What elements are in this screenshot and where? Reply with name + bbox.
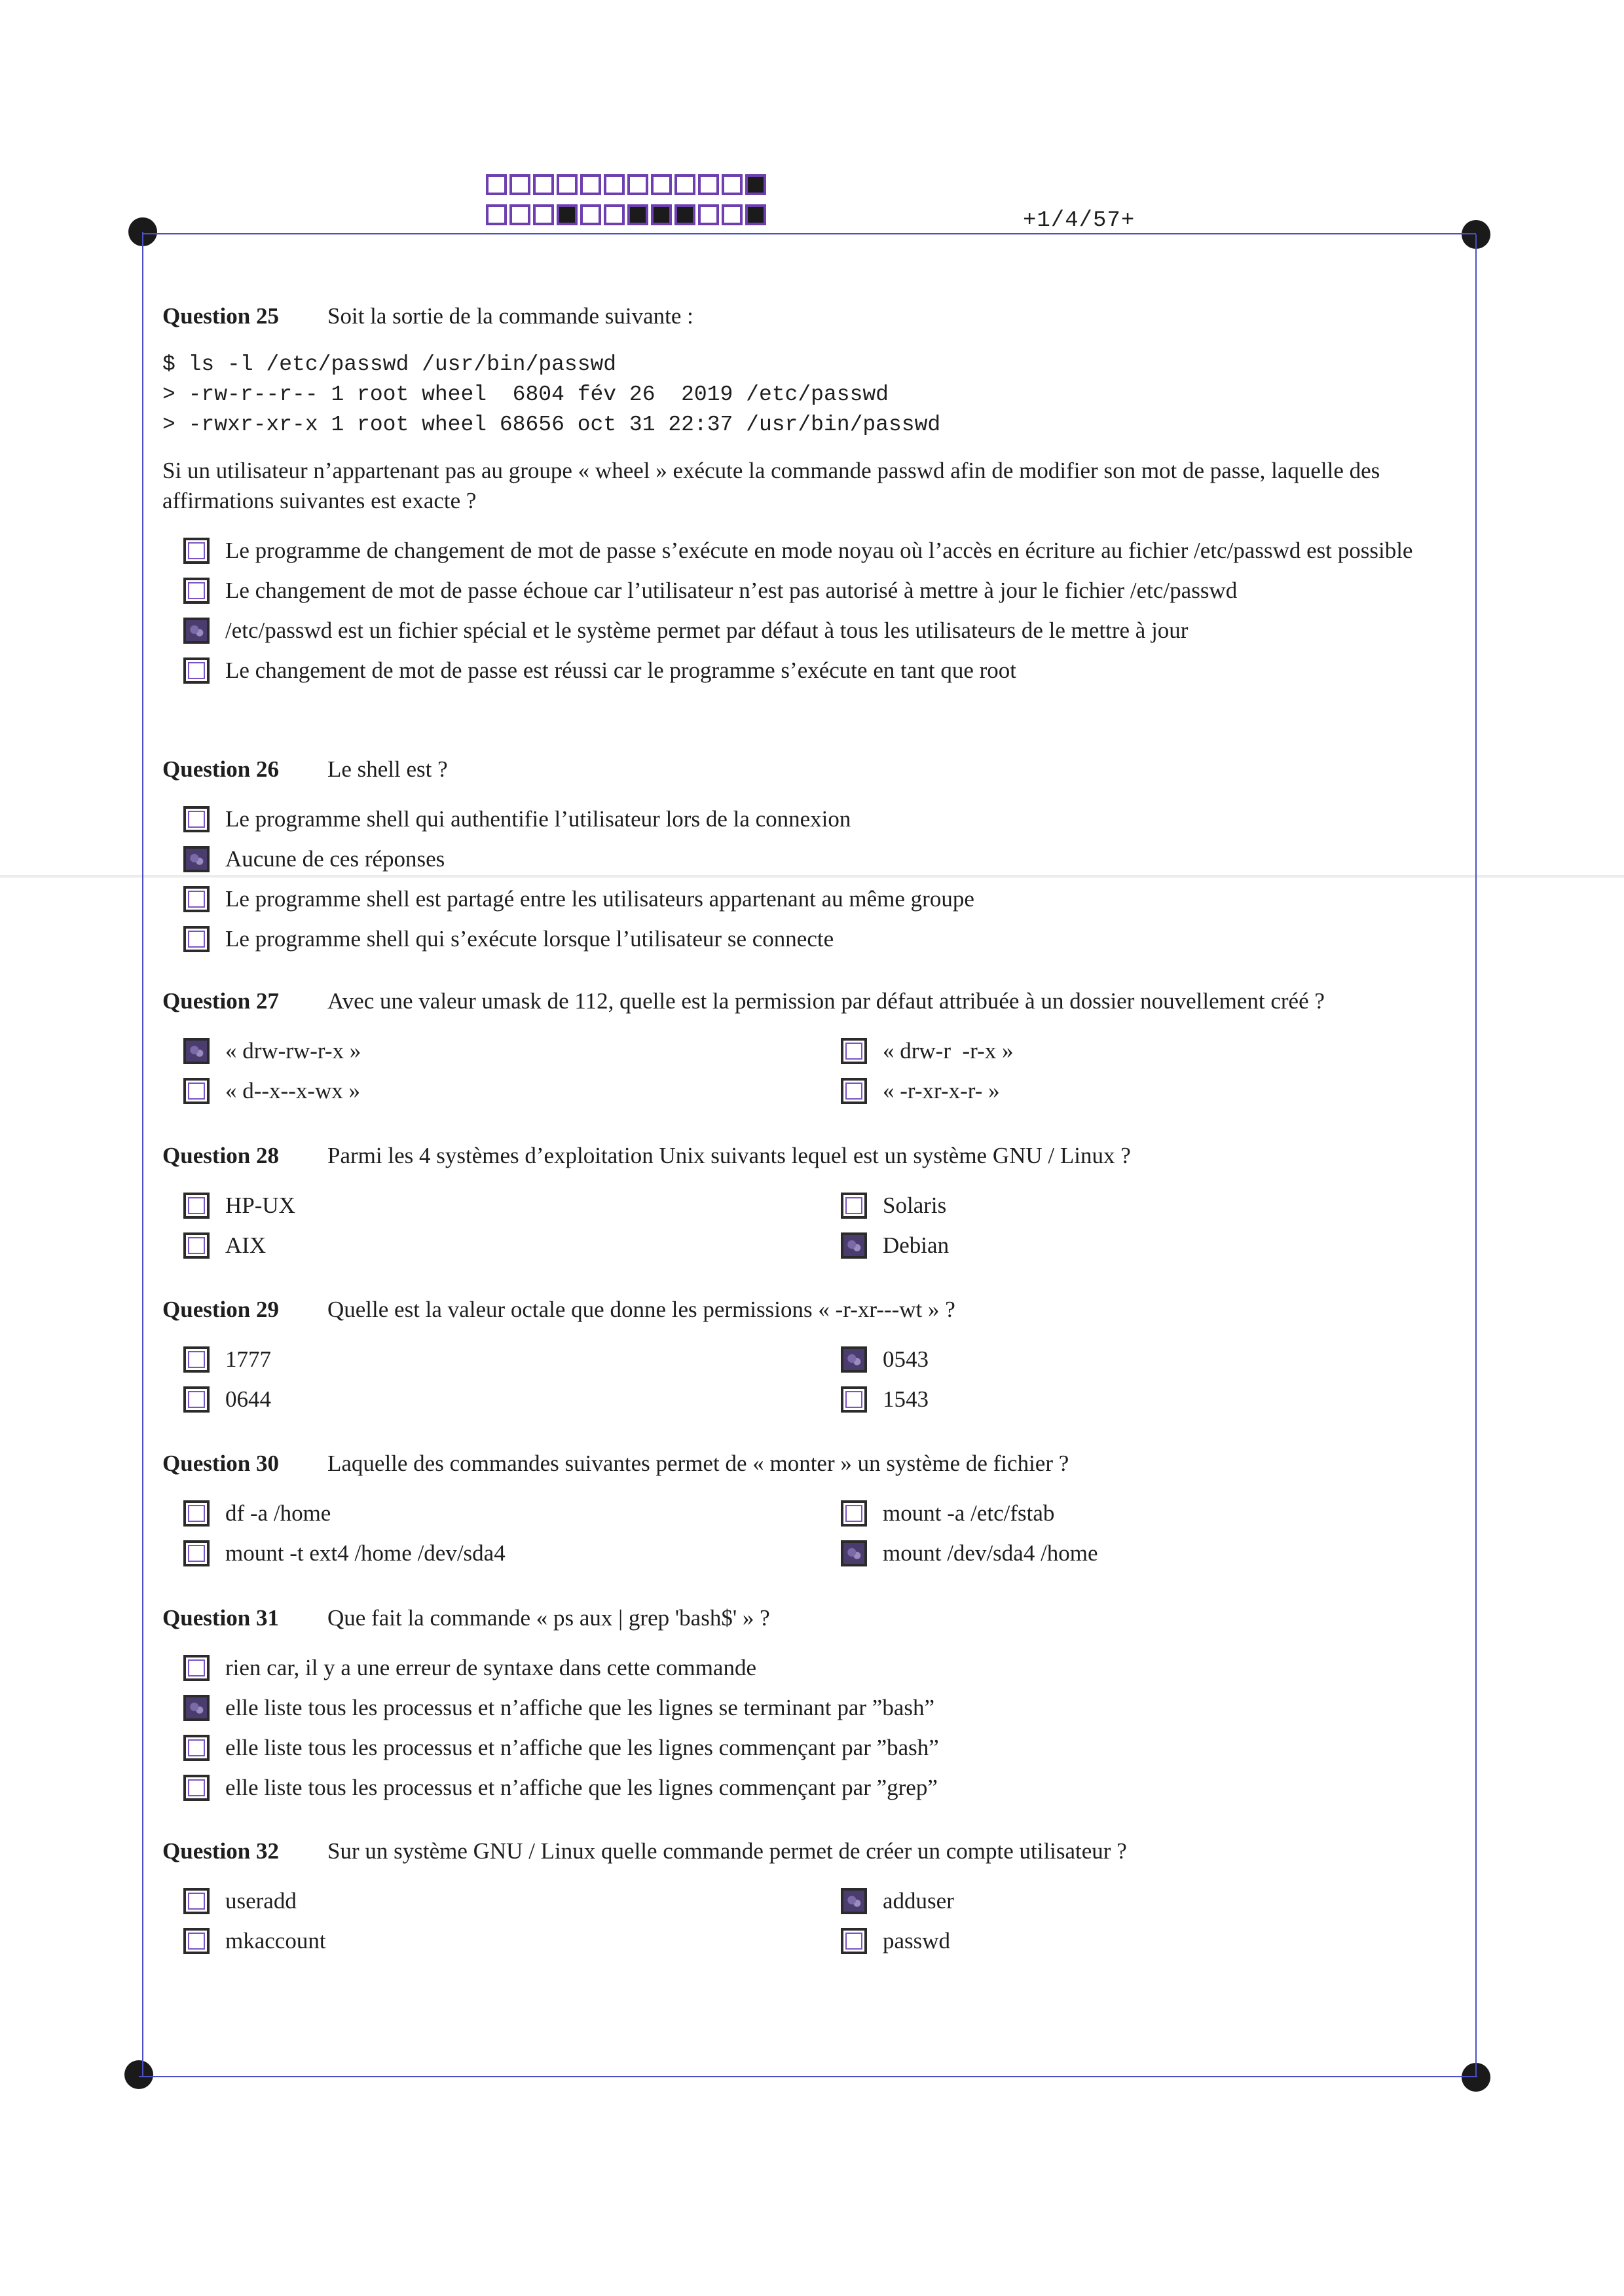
- answer-option: [162, 1344, 820, 1375]
- answer-list: [162, 804, 1459, 954]
- barcode-cell: [533, 174, 554, 195]
- answer-text: mount -a /etc/fstab: [883, 1500, 1055, 1526]
- corner-mark-bottom-left: [124, 2060, 153, 2089]
- answer-option: [820, 1344, 1475, 1375]
- answer-text: 0644: [225, 1386, 271, 1412]
- question-paragraph: Si un utilisateur n’appartenant pas au groupe « wheel » exécute la commande passwd afin de modifier son mot de passe, laquelle des affirmations suivantes est exacte ?: [162, 458, 1380, 513]
- answer-checkbox[interactable]: [183, 538, 210, 564]
- question-label: Question 32: [162, 1838, 279, 1864]
- question-29: [162, 1295, 1459, 1424]
- answer-text: 1543: [883, 1386, 929, 1412]
- question-label: Question 28: [162, 1143, 279, 1168]
- answer-option: [820, 1498, 1475, 1528]
- answer-checkbox[interactable]: [183, 1386, 210, 1413]
- answer-option: [162, 656, 1459, 686]
- answer-list: [162, 1653, 1459, 1803]
- answer-text: adduser: [883, 1888, 954, 1914]
- barcode-cell: [486, 204, 507, 225]
- frame-right-line: [1475, 234, 1477, 2077]
- code-line: $ ls -l /etc/passwd /usr/bin/passwd: [162, 352, 617, 377]
- answer-option: [162, 844, 1459, 874]
- answer-text: /etc/passwd est un fichier spécial et le système permet par défaut à tous les utilisateurs de le mettre à jour: [225, 618, 1189, 643]
- barcode-top-row: [486, 174, 769, 195]
- answer-checkbox[interactable]: [841, 1888, 867, 1914]
- barcode-cell: [651, 174, 672, 195]
- answer-option: [820, 1538, 1475, 1568]
- answer-option: [162, 924, 1459, 954]
- answer-option: [162, 576, 1459, 606]
- answer-option: [162, 616, 1459, 646]
- answer-text: Le programme de changement de mot de passe s’exécute en mode noyau où l’accès en écriture au fichier /etc/passwd est possible: [225, 538, 1413, 563]
- answer-text: 0543: [883, 1346, 929, 1372]
- barcode-cell: [604, 204, 625, 225]
- answer-option: [162, 1733, 1459, 1763]
- answer-checkbox[interactable]: [183, 1232, 210, 1259]
- answer-option: [820, 1926, 1475, 1956]
- answer-text: Solaris: [883, 1193, 947, 1218]
- answer-text: passwd: [883, 1928, 951, 1953]
- answer-option: [162, 1231, 820, 1261]
- barcode-cell: [745, 174, 766, 195]
- answer-option: [820, 1036, 1475, 1066]
- question-26: [162, 754, 1459, 964]
- answer-text: Le changement de mot de passe échoue car l’utilisateur n’est pas autorisé à mettre à jour le fichier /etc/passwd: [225, 578, 1238, 603]
- answer-option: [820, 1191, 1475, 1221]
- question-27: [162, 986, 1459, 1116]
- answer-checkbox[interactable]: [183, 1346, 210, 1373]
- answer-text: Le changement de mot de passe est réussi car le programme s’exécute en tant que root: [225, 657, 1016, 683]
- answer-checkbox[interactable]: [841, 1078, 867, 1104]
- question-statement: Soit la sortie de la commande suivante :: [327, 303, 693, 329]
- answer-checkbox[interactable]: [183, 926, 210, 952]
- answer-checkbox[interactable]: [183, 1888, 210, 1914]
- question-statement: Le shell est ?: [327, 756, 448, 782]
- question-label: Question 31: [162, 1605, 279, 1631]
- answer-checkbox[interactable]: [183, 1928, 210, 1954]
- answer-text: elle liste tous les processus et n’affiche que les lignes se terminant par ”bash”: [225, 1695, 935, 1720]
- answer-checkbox[interactable]: [183, 1695, 210, 1721]
- answer-option: [162, 1191, 820, 1221]
- code-line: > -rwxr-xr-x 1 root wheel 68656 oct 31 22:37 /usr/bin/passwd: [162, 413, 941, 437]
- answer-option: [162, 1886, 820, 1916]
- answer-checkbox[interactable]: [183, 806, 210, 832]
- question-statement: Laquelle des commandes suivantes permet de « monter » un système de fichier ?: [327, 1451, 1069, 1476]
- question-30: [162, 1449, 1459, 1578]
- answer-checkbox[interactable]: [183, 886, 210, 912]
- answer-option: [162, 1498, 820, 1528]
- answer-checkbox[interactable]: [183, 1540, 210, 1566]
- frame-top-line: [143, 233, 1476, 234]
- barcode-cell: [745, 204, 766, 225]
- answer-option: [162, 1076, 820, 1106]
- barcode-cell: [533, 204, 554, 225]
- answer-grid: [162, 1498, 1459, 1578]
- answer-text: Le programme shell qui s’exécute lorsque l’utilisateur se connecte: [225, 926, 834, 952]
- answer-option: [820, 1231, 1475, 1261]
- barcode-cell: [627, 204, 648, 225]
- answer-checkbox[interactable]: [183, 1078, 210, 1104]
- answer-text: 1777: [225, 1346, 271, 1372]
- answer-option: [162, 884, 1459, 914]
- question-32: [162, 1836, 1459, 1966]
- code-line: > -rw-r--r-- 1 root wheel 6804 fév 26 2019 /etc/passwd: [162, 382, 889, 407]
- answer-option: [162, 1036, 820, 1066]
- question-label: Question 25: [162, 303, 279, 329]
- answer-option: [820, 1384, 1475, 1415]
- answer-grid: [162, 1886, 1459, 1966]
- answer-checkbox[interactable]: [183, 578, 210, 604]
- question-statement: Avec une valeur umask de 112, quelle est la permission par défaut attribuée à un dossier nouvellement créé ?: [327, 988, 1325, 1014]
- answer-option: [162, 1693, 1459, 1723]
- answer-checkbox[interactable]: [841, 1232, 867, 1259]
- barcode-cell: [698, 204, 719, 225]
- answer-option: [162, 536, 1459, 566]
- answer-checkbox[interactable]: [183, 846, 210, 872]
- barcode-cell: [580, 204, 601, 225]
- barcode-cell: [722, 174, 743, 195]
- answer-checkbox[interactable]: [841, 1540, 867, 1566]
- answer-text: « d--x--x-wx »: [225, 1078, 361, 1103]
- question-label: Question 30: [162, 1451, 279, 1476]
- answer-option: [162, 1926, 820, 1956]
- answer-text: Le programme shell est partagé entre les utilisateurs appartenant au même groupe: [225, 886, 974, 912]
- barcode-cell: [604, 174, 625, 195]
- answer-text: « drw-r -r-x »: [883, 1038, 1014, 1064]
- answer-grid: [162, 1344, 1459, 1424]
- barcode-cell: [722, 204, 743, 225]
- answer-grid: [162, 1036, 1459, 1116]
- answer-text: mount -t ext4 /home /dev/sda4: [225, 1540, 506, 1566]
- answer-text: Aucune de ces réponses: [225, 846, 445, 872]
- answer-checkbox[interactable]: [183, 657, 210, 684]
- answer-checkbox[interactable]: [841, 1386, 867, 1413]
- barcode-bottom-row: [486, 204, 769, 225]
- answer-list: [162, 536, 1459, 686]
- answer-checkbox[interactable]: [183, 1775, 210, 1801]
- answer-checkbox[interactable]: [183, 1038, 210, 1064]
- barcode-cell: [509, 204, 530, 225]
- question-label: Question 26: [162, 756, 279, 782]
- barcode-cell: [651, 204, 672, 225]
- question-label: Question 27: [162, 988, 279, 1014]
- question-25: [162, 301, 1459, 695]
- answer-text: mkaccount: [225, 1928, 326, 1953]
- answer-text: « drw-rw-r-x »: [225, 1038, 361, 1064]
- answer-text: useradd: [225, 1888, 297, 1914]
- barcode-cell: [509, 174, 530, 195]
- barcode-cell: [486, 174, 507, 195]
- answer-text: rien car, il y a une erreur de syntaxe dans cette commande: [225, 1655, 756, 1680]
- answer-checkbox[interactable]: [183, 1655, 210, 1681]
- page-identifier: +1/4/57+: [1023, 208, 1135, 233]
- barcode-cell: [627, 174, 648, 195]
- answer-checkbox[interactable]: [183, 1193, 210, 1219]
- question-statement: Parmi les 4 systèmes d’exploitation Unix suivants lequel est un système GNU / Linux ?: [327, 1143, 1131, 1168]
- answer-text: AIX: [225, 1232, 267, 1258]
- answer-option: [162, 1653, 1459, 1683]
- barcode-cell: [580, 174, 601, 195]
- barcode-cell: [557, 174, 578, 195]
- answer-text: df -a /home: [225, 1500, 331, 1526]
- answer-option: [162, 1773, 1459, 1803]
- answer-text: elle liste tous les processus et n’affiche que les lignes commençant par ”bash”: [225, 1735, 939, 1760]
- question-statement: Sur un système GNU / Linux quelle commande permet de créer un compte utilisateur ?: [327, 1838, 1127, 1864]
- answer-checkbox[interactable]: [841, 1928, 867, 1954]
- answer-text: elle liste tous les processus et n’affiche que les lignes commençant par ”grep”: [225, 1775, 938, 1800]
- command-output-block: [162, 350, 1459, 440]
- question-28: [162, 1141, 1459, 1270]
- answer-option: [162, 804, 1459, 834]
- question-statement: Que fait la commande « ps aux | grep 'bash$' » ?: [327, 1605, 770, 1631]
- barcode-cell: [557, 204, 578, 225]
- question-label: Question 29: [162, 1297, 279, 1322]
- answer-checkbox[interactable]: [183, 618, 210, 644]
- answer-text: « -r-xr-x-r- »: [883, 1078, 1000, 1103]
- question-statement: Quelle est la valeur octale que donne les permissions « -r-xr---wt » ?: [327, 1297, 955, 1322]
- answer-checkbox[interactable]: [841, 1346, 867, 1373]
- answer-text: HP-UX: [225, 1193, 295, 1218]
- barcode-cell: [674, 174, 695, 195]
- question-31: [162, 1603, 1459, 1813]
- frame-left-line: [142, 232, 143, 2077]
- answer-text: mount /dev/sda4 /home: [883, 1540, 1098, 1566]
- answer-option: [820, 1076, 1475, 1106]
- barcode-cell: [674, 204, 695, 225]
- answer-checkbox[interactable]: [841, 1500, 867, 1527]
- answer-text: Debian: [883, 1232, 950, 1258]
- answer-checkbox[interactable]: [183, 1735, 210, 1761]
- answer-text: Le programme shell qui authentifie l’utilisateur lors de la connexion: [225, 806, 851, 832]
- answer-checkbox[interactable]: [183, 1500, 210, 1527]
- answer-option: [820, 1886, 1475, 1916]
- answer-option: [162, 1384, 820, 1415]
- answer-option: [162, 1538, 820, 1568]
- answer-checkbox[interactable]: [841, 1193, 867, 1219]
- answer-checkbox[interactable]: [841, 1038, 867, 1064]
- answer-grid: [162, 1191, 1459, 1270]
- barcode-cell: [698, 174, 719, 195]
- frame-bottom-line: [139, 2076, 1477, 2077]
